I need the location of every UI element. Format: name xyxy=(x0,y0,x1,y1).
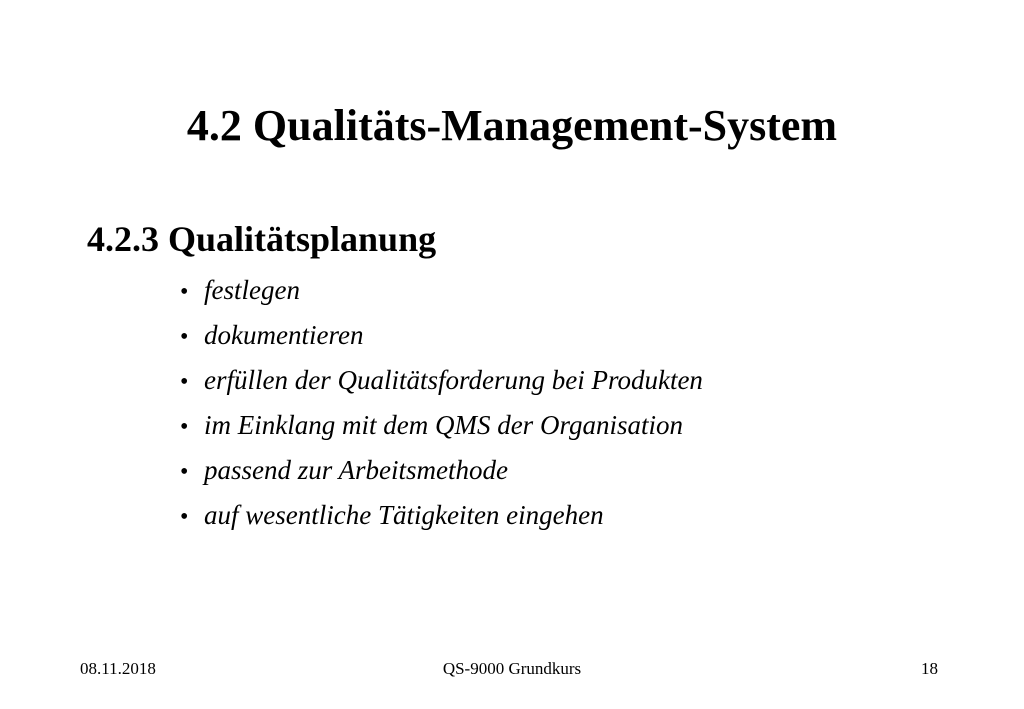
section-heading: 4.2.3 Qualitätsplanung xyxy=(87,219,437,259)
bullet-text: dokumentieren xyxy=(204,320,364,350)
bullet-text: festlegen xyxy=(204,275,300,305)
list-item xyxy=(180,497,703,542)
list-item xyxy=(180,272,703,317)
bullet-list xyxy=(180,272,703,542)
bullet-icon: • xyxy=(180,504,189,530)
slide-title: 4.2 Qualitäts-Management-System xyxy=(186,101,838,150)
list-item xyxy=(180,452,703,497)
bullet-text: passend zur Arbeitsmethode xyxy=(204,455,508,485)
footer-course-title: QS-9000 Grundkurs xyxy=(442,659,582,678)
footer-page-number: 18 xyxy=(921,659,938,678)
footer-date: 08.11.2018 xyxy=(80,659,156,678)
list-item xyxy=(180,317,703,362)
bullet-text: im Einklang mit dem QMS der Organisation xyxy=(204,410,683,440)
bullet-icon: • xyxy=(180,324,189,350)
bullet-icon: • xyxy=(180,459,189,485)
list-item xyxy=(180,362,703,407)
bullet-text: erfüllen der Qualitätsforderung bei Produkten xyxy=(204,365,703,395)
list-item xyxy=(180,407,703,452)
bullet-icon: • xyxy=(180,279,189,305)
bullet-text: auf wesentliche Tätigkeiten eingehen xyxy=(204,500,604,530)
bullet-icon: • xyxy=(180,414,189,440)
bullet-icon: • xyxy=(180,369,189,395)
